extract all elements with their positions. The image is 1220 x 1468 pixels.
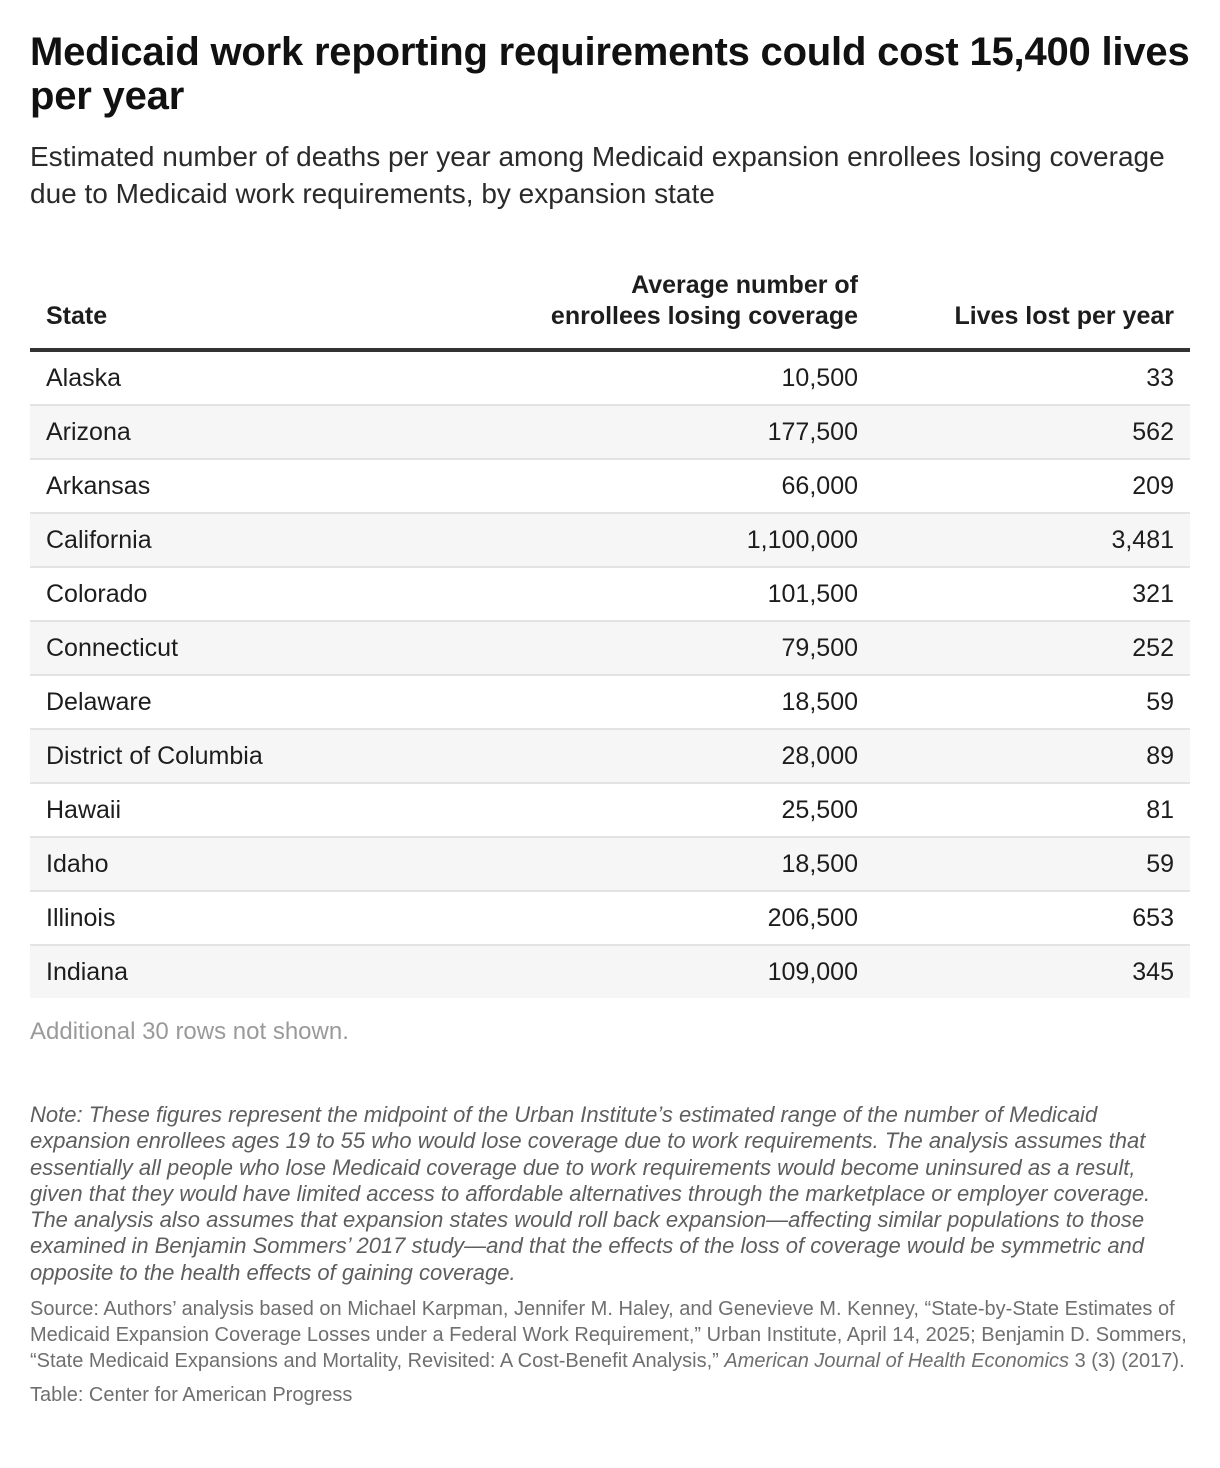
cell-lives: 59 xyxy=(874,675,1190,729)
table-body xyxy=(30,350,1190,998)
cell-lives: 81 xyxy=(874,783,1190,837)
header-lives: Lives lost per year xyxy=(874,270,1190,350)
table-row xyxy=(30,350,1190,405)
additional-rows-note: Additional 30 rows not shown. xyxy=(30,1018,349,1045)
source-tail: 3 (3) (2017). xyxy=(1069,1350,1185,1373)
source-journal: American Journal of Health Economics xyxy=(724,1350,1070,1373)
table-row xyxy=(30,567,1190,621)
footnote: Note: These figures represent the midpoint of the Urban Institute’s estimated range of the number of Medicaid expansion enrollees ages 19 to 55 who would lose coverage due to work requirements. The analysis assumes that essentially all people who lose Medicaid coverage due to work requirements would become uninsured as a result, given that they would have limited access to affordable alternatives through the marketplace or employer coverage. The analysis also assumes that expansion states would roll back expansion—affecting similar populations to those examined in Benjamin Sommers’ 2017 study—and that the effects of the loss of coverage would be symmetric and opposite to the health effects of gaining coverage. xyxy=(30,1102,1151,1285)
cell-enrollees: 66,000 xyxy=(502,459,874,513)
cell-enrollees: 25,500 xyxy=(502,783,874,837)
cell-enrollees: 101,500 xyxy=(502,567,874,621)
cell-state: District of Columbia xyxy=(30,729,502,783)
table-row xyxy=(30,837,1190,891)
header-enrollees-line1: Average number of xyxy=(631,271,858,299)
table-row xyxy=(30,783,1190,837)
cell-enrollees: 109,000 xyxy=(502,945,874,998)
table-row xyxy=(30,675,1190,729)
table-row xyxy=(30,621,1190,675)
cell-state: Alaska xyxy=(30,350,502,405)
table-row xyxy=(30,729,1190,783)
table-row xyxy=(30,405,1190,459)
cell-lives: 3,481 xyxy=(874,513,1190,567)
cell-state: Arizona xyxy=(30,405,502,459)
cell-state: Colorado xyxy=(30,567,502,621)
cell-lives: 653 xyxy=(874,891,1190,945)
source-text: Source: Authors’ analysis based on Michael Karpman, Jennifer M. Haley, and Genevieve M. Kenney, “State-by-State Estimates of Medicaid Expansion Coverage Losses under a Federal Work Requirement,” Urban Institute, April 14, 2025; Benjamin D. Sommers, “State Medicaid Expansions and Mortality, Revisited: A Cost-Benefit Analysis,” xyxy=(30,1298,1187,1373)
cell-lives: 89 xyxy=(874,729,1190,783)
cell-enrollees: 10,500 xyxy=(502,350,874,405)
cell-enrollees: 206,500 xyxy=(502,891,874,945)
cell-state: California xyxy=(30,513,502,567)
cell-enrollees: 18,500 xyxy=(502,837,874,891)
cell-enrollees: 79,500 xyxy=(502,621,874,675)
cell-state: Hawaii xyxy=(30,783,502,837)
cell-state: Illinois xyxy=(30,891,502,945)
table-row xyxy=(30,891,1190,945)
cell-state: Connecticut xyxy=(30,621,502,675)
table-row xyxy=(30,459,1190,513)
cell-enrollees: 28,000 xyxy=(502,729,874,783)
cell-lives: 33 xyxy=(874,350,1190,405)
cell-enrollees: 1,100,000 xyxy=(502,513,874,567)
chart-title: Medicaid work reporting requirements could cost 15,400 lives per year xyxy=(30,30,1190,118)
table-row xyxy=(30,945,1190,998)
table-header-row xyxy=(30,270,1190,350)
cell-state: Idaho xyxy=(30,837,502,891)
cell-lives: 209 xyxy=(874,459,1190,513)
chart-subtitle: Estimated number of deaths per year among Medicaid expansion enrollees losing coverage due to Medicaid work requirements, by expansion state xyxy=(30,141,1165,209)
cell-enrollees: 177,500 xyxy=(502,405,874,459)
source-note xyxy=(30,1296,1190,1374)
cell-state: Arkansas xyxy=(30,459,502,513)
data-table xyxy=(30,270,1190,998)
cell-lives: 59 xyxy=(874,837,1190,891)
header-enrollees-line2: enrollees losing coverage xyxy=(550,302,858,330)
cell-enrollees: 18,500 xyxy=(502,675,874,729)
cell-lives: 562 xyxy=(874,405,1190,459)
cell-lives: 321 xyxy=(874,567,1190,621)
table-credit: Table: Center for American Progress xyxy=(30,1384,353,1407)
cell-lives: 345 xyxy=(874,945,1190,998)
header-state: State xyxy=(30,270,502,350)
cell-state: Indiana xyxy=(30,945,502,998)
cell-lives: 252 xyxy=(874,621,1190,675)
header-enrollees xyxy=(502,270,874,350)
cell-state: Delaware xyxy=(30,675,502,729)
table-row xyxy=(30,513,1190,567)
